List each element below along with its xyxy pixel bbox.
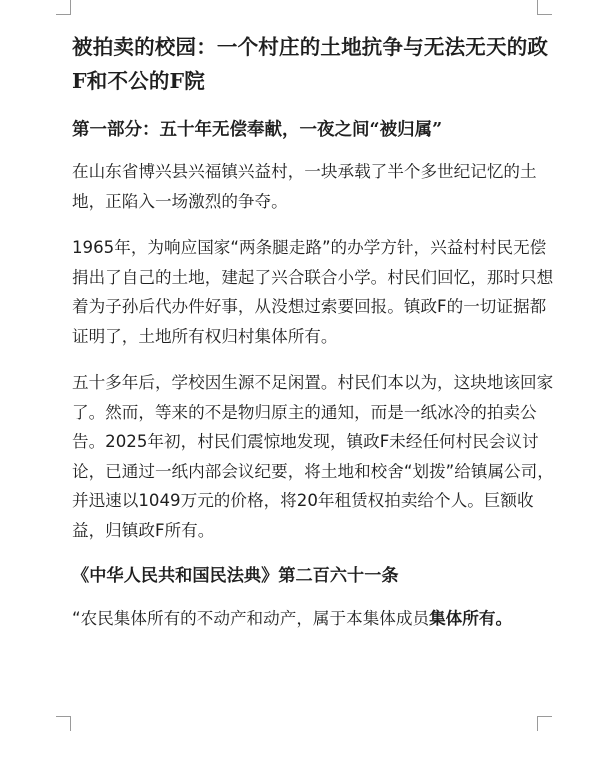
page-corner-mark-bottom-left: [56, 716, 71, 731]
law-quote: [72, 604, 560, 634]
document-body: [72, 30, 560, 634]
law-quote-emphasis: 集体所有。: [429, 609, 513, 628]
paragraph-auction: 五十多年后，学校因生源不足闲置。村民们本以为，这块地该回家了。然而，等来的不是物归原主的通知，而是一纸冰冷的拍卖公告。2025年初，村民们震惊地发现，镇政F未经任何村民会议讨论，已通过一纸内部会议纪要，将土地和校舍“划拨”给镇属公司，并迅速以1049万元的价格，将20年租赁权拍卖给个人。巨额收益，归镇政F所有。: [72, 373, 554, 540]
section-heading-part-one: 第一部分：五十年无偿奉献，一夜之间“被归属”: [72, 120, 443, 140]
page-corner-mark-top-right: [537, 0, 552, 15]
law-heading: 《中华人民共和国民法典》第二百六十一条: [72, 566, 399, 586]
page-corner-mark-bottom-right: [537, 716, 552, 731]
law-quote-text: “农民集体所有的不动产和动产，属于本集体成员: [72, 609, 430, 628]
document-title: 被拍卖的校园：一个村庄的土地抗争与无法无天的政F和不公的F院: [72, 35, 549, 93]
page-corner-mark-top-left: [56, 0, 71, 15]
paragraph-history: 1965年，为响应国家“两条腿走路”的办学方针，兴益村村民无偿捐出了自己的土地，建起了兴合联合小学。村民们回忆，那时只想着为子孙后代办件好事，从没想过索要回报。镇政F的一切证据都证明了，土地所有权归村集体所有。: [72, 238, 554, 346]
paragraph-intro: 在山东省博兴县兴福镇兴益村，一块承载了半个多世纪记忆的土地，正陷入一场激烈的争夺。: [72, 162, 537, 211]
